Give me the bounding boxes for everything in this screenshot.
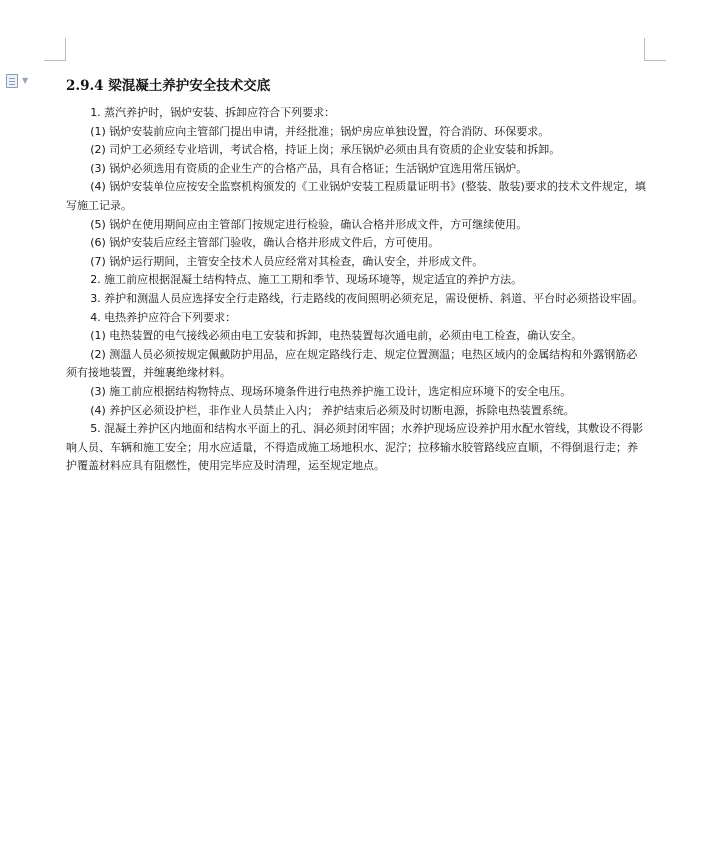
paragraph: (2) 测温人员必须按规定佩戴防护用品，应在规定路线行走、规定位置测温；电热区域内的金属结构和外露钢筋必须有接地装置，并缠裹绝缘材料。: [66, 347, 638, 380]
paragraph: 2. 施工前应根据混凝土结构特点、施工工期和季节、现场环境等，规定适宜的养护方法。: [90, 273, 523, 287]
paragraph: (3) 锅炉必须选用有资质的企业生产的合格产品，具有合格证；生活锅炉宜选用常压锅炉。: [90, 161, 528, 175]
chevron-down-icon[interactable]: ▼: [22, 76, 29, 85]
paragraph: (4) 锅炉安装单位应按安全监察机构颁发的《工业锅炉安装工程质量证明书》(整装、散装)要求的技术文件规定，填写施工记录。: [66, 180, 646, 212]
paragraph: 5. 混凝土养护区内地面和结构水平面上的孔、洞必须封闭牢固；水养护现场应设养护用水配水管线，其敷设不得影响人员、车辆和施工安全；用水应适量，不得造成施工场地积水、泥泞；拉移输水胶管路线应直顺，不得倒退行走；养护覆盖材料应具有阻燃性，使用完毕应及时清理，运至规定地点。: [66, 422, 644, 473]
crop-mark-top-left-horizontal: [44, 60, 66, 61]
paragraph: 4. 电热养护应符合下列要求：: [90, 310, 237, 324]
crop-mark-top-right-vertical: [644, 38, 645, 60]
document-outline-icon[interactable]: [6, 74, 18, 88]
paragraph: (6) 锅炉安装后应经主管部门验收，确认合格并形成文件后，方可使用。: [90, 236, 440, 250]
paragraph: (1) 电热装置的电气接线必须由电工安装和拆卸，电热装置每次通电前，必须由电工检查，确认安全。: [90, 329, 583, 343]
paragraph: (4) 养护区必须设护栏，非作业人员禁止入内； 养护结束后必须及时切断电源，拆除电热装置系统。: [90, 403, 575, 417]
paragraph: (1) 锅炉安装前应向主管部门提出申请，并经批准；锅炉房应单独设置，符合消防、环保要求。: [90, 124, 550, 138]
paragraph: (7) 锅炉运行期间，主管安全技术人员应经常对其检查，确认安全，并形成文件。: [90, 254, 484, 268]
crop-mark-top-right-horizontal: [644, 60, 666, 61]
paragraph: 3. 养护和测温人员应选择安全行走路线，行走路线的夜间照明必须充足，需设便桥、斜道、平台时必须搭设牢固。: [90, 291, 644, 305]
paragraph: (2) 司炉工必须经专业培训，考试合格，持证上岗；承压锅炉必须由具有资质的企业安装和拆卸。: [90, 143, 561, 157]
paragraph: (5) 锅炉在使用期间应由主管部门按规定进行检验，确认合格并形成文件，方可继续使用。: [90, 217, 528, 231]
crop-mark-top-left-vertical: [65, 38, 66, 60]
document-body: [66, 104, 646, 476]
section-heading: 2.9.4 梁混凝土养护安全技术交底: [66, 78, 271, 94]
paragraph: (3) 施工前应根据结构物特点、现场环境条件进行电热养护施工设计，选定相应环境下的安全电压。: [90, 384, 572, 398]
paragraph: 1. 蒸汽养护时，锅炉安装、拆卸应符合下列要求：: [90, 106, 336, 119]
